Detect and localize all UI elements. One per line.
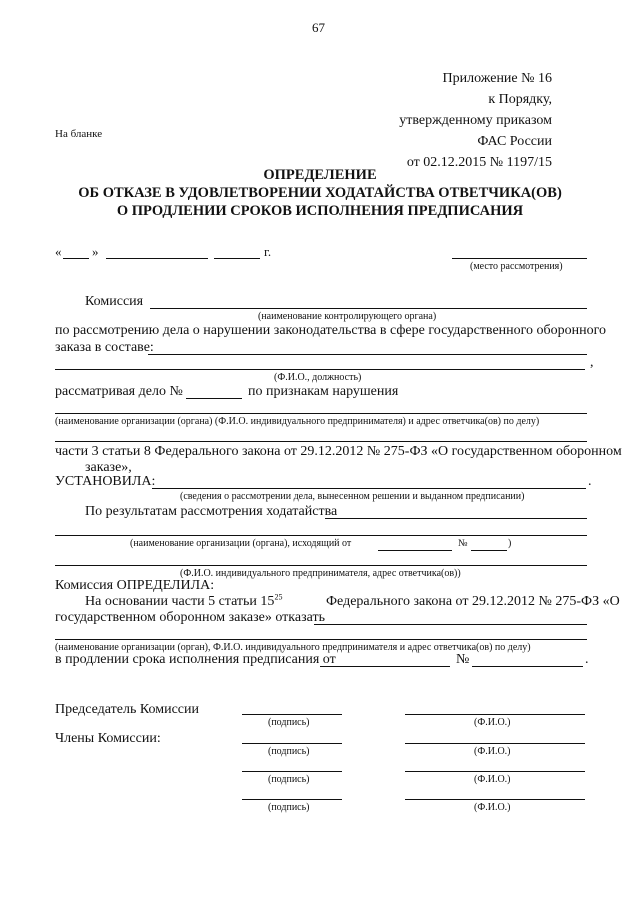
member-2-signature-caption: (подпись) <box>268 774 310 785</box>
date-year-suffix: г. <box>264 244 272 259</box>
decided-label: Комиссия ОПРЕДЕЛИЛА: <box>55 578 215 593</box>
chairman-fio-field[interactable] <box>405 714 585 715</box>
org-outgoing-field[interactable] <box>55 535 587 536</box>
member-3-signature-caption: (подпись) <box>268 802 310 813</box>
extension-period: . <box>585 652 589 667</box>
place-field[interactable] <box>452 258 587 259</box>
date-close-quote: » <box>92 244 99 259</box>
outgoing-number-field[interactable] <box>471 550 507 551</box>
date-month-field[interactable] <box>106 258 208 259</box>
page-number: 67 <box>312 20 325 35</box>
outgoing-caption-close: ) <box>508 538 512 549</box>
basis-text-a: На основании части 5 статьи 15 <box>85 594 275 609</box>
established-period: . <box>588 474 592 489</box>
chairman-signature-field[interactable] <box>242 714 342 715</box>
date-year-field[interactable] <box>214 258 260 259</box>
composition-comma: , <box>590 355 594 370</box>
organ-caption: (наименование контролирующего органа) <box>258 311 437 322</box>
member-2-fio-field[interactable] <box>405 771 585 772</box>
title-line-3: О ПРОДЛЕНИИ СРОКОВ ИСПОЛНЕНИЯ ПРЕДПИСАНИЯ <box>116 203 524 219</box>
case-text-line-2: заказа в составе: <box>55 340 154 355</box>
member-3-fio-caption: (Ф.И.О.) <box>474 802 511 813</box>
outgoing-date-field[interactable] <box>378 550 452 551</box>
law-text-line-1: части 3 статьи 8 Федерального закона от 29.12.2012 № 275-ФЗ «О государственном оборонном <box>55 444 622 459</box>
title-line-2: ОБ ОТКАЗЕ В УДОВЛЕТВОРЕНИИ ХОДАТАЙСТВА ОТВЕТЧИКА(ОВ) <box>78 185 562 201</box>
case-number-field[interactable] <box>186 398 242 399</box>
respondent-caption-2: (наименование организации (орган), Ф.И.О. индивидуального предпринимателя и адрес ответчика(ов) по делу) <box>55 642 531 653</box>
title-line-1: ОПРЕДЕЛЕНИЕ <box>263 167 377 183</box>
chairman-label: Председатель Комиссии <box>55 702 199 717</box>
appendix-line-3: утвержденному приказом <box>399 113 552 128</box>
established-label: УСТАНОВИЛА: <box>55 474 156 489</box>
case-text-line-1: по рассмотрению дела о нарушении законодательства в сфере государственного оборонного <box>55 323 607 338</box>
members-label: Члены Комиссии: <box>55 731 161 746</box>
composition-field-2[interactable] <box>55 369 585 370</box>
respondent-field[interactable] <box>55 413 587 414</box>
blank-note: На бланке <box>55 128 103 140</box>
respondent-field-2[interactable] <box>55 441 587 442</box>
appendix-block <box>399 68 552 173</box>
document-title <box>40 166 600 220</box>
prescription-date-field[interactable] <box>320 666 450 667</box>
place-caption: (место рассмотрения) <box>470 261 563 272</box>
basis-sup: 25 <box>274 592 283 602</box>
member-1-fio-field[interactable] <box>405 743 585 744</box>
petition-results-label: По результатам рассмотрения ходатайства <box>85 504 338 519</box>
date-open-quote: « <box>55 244 62 259</box>
law-text-line-2: заказе», <box>85 460 132 475</box>
established-caption: (сведения о рассмотрении дела, вынесенном решении и выданном предписании) <box>180 491 525 502</box>
org-outgoing-caption-text: (наименование организации (органа), исходящий от <box>130 538 352 549</box>
respondent-caption: (наименование организации (органа) (Ф.И.О. индивидуального предпринимателя) и адрес ответчика(ов) по делу) <box>55 416 540 427</box>
extension-text: в продлении срока исполнения предписания от <box>55 652 336 667</box>
commission-label: Комиссия <box>85 294 144 309</box>
member-3-fio-field[interactable] <box>405 799 585 800</box>
established-field[interactable] <box>152 488 586 489</box>
composition-field-1[interactable] <box>148 354 587 355</box>
basis-text-line-2: государственном оборонном заказе» отказать <box>55 610 325 625</box>
ip-caption: (Ф.И.О. индивидуального предпринимателя, адрес ответчика(ов)) <box>180 568 461 579</box>
basis-text-b: Федерального закона от 29.12.2012 № 275-ФЗ «О <box>326 594 620 609</box>
considering-label: рассматривая дело № <box>55 384 183 399</box>
org-outgoing-caption <box>130 538 351 549</box>
appendix-line-2: к Порядку, <box>488 92 552 107</box>
fio-position-caption: (Ф.И.О., должность) <box>274 372 362 383</box>
appendix-line-1: Приложение № 16 <box>442 71 552 86</box>
violation-label: по признакам нарушения <box>248 384 399 399</box>
ip-field[interactable] <box>55 565 587 566</box>
petition-field[interactable] <box>325 518 587 519</box>
member-1-fio-caption: (Ф.И.О.) <box>474 746 511 757</box>
refuse-field[interactable] <box>314 624 587 625</box>
chairman-fio-caption: (Ф.И.О.) <box>474 717 511 728</box>
respondent-field-3[interactable] <box>55 639 587 640</box>
outgoing-number-sign: № <box>458 538 468 549</box>
member-3-signature-field[interactable] <box>242 799 342 800</box>
appendix-line-4: ФАС России <box>477 134 552 149</box>
member-1-signature-caption: (подпись) <box>268 746 310 757</box>
member-2-signature-field[interactable] <box>242 771 342 772</box>
organ-field[interactable] <box>150 308 587 309</box>
basis-text-line-1 <box>85 594 282 610</box>
chairman-signature-caption: (подпись) <box>268 717 310 728</box>
prescription-number-field[interactable] <box>472 666 583 667</box>
date-day-field[interactable] <box>63 258 89 259</box>
member-2-fio-caption: (Ф.И.О.) <box>474 774 511 785</box>
appendix-line-5: от 02.12.2015 № 1197/15 <box>406 155 552 170</box>
member-1-signature-field[interactable] <box>242 743 342 744</box>
extension-number-sign: № <box>456 652 470 667</box>
